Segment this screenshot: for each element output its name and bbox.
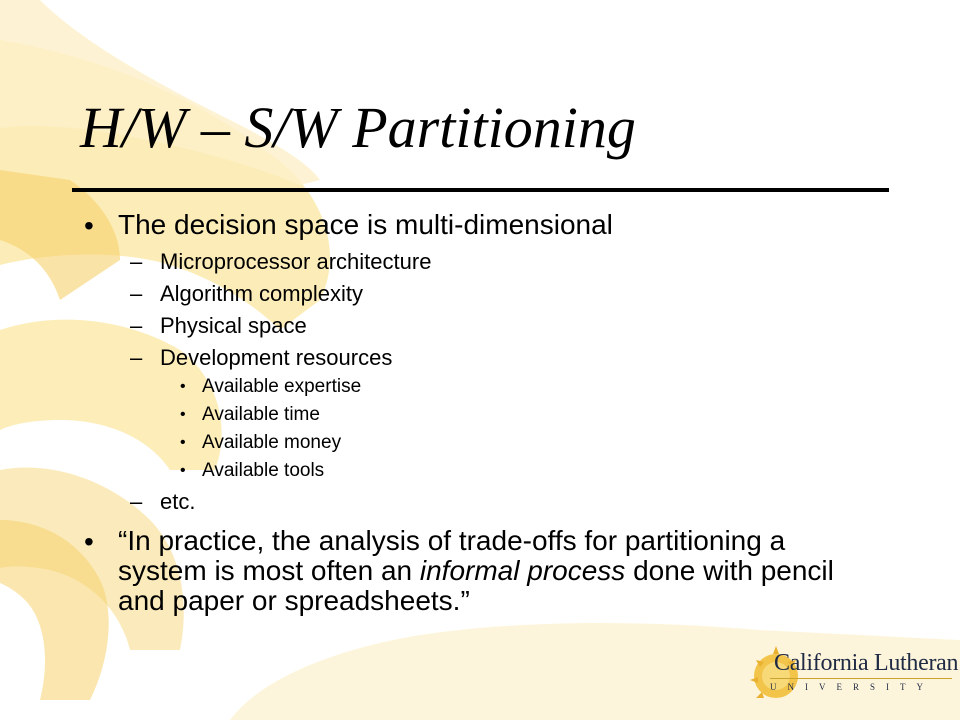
university-logo xyxy=(748,640,958,710)
dot-marker: • xyxy=(180,406,186,423)
bullet-quote xyxy=(118,526,878,616)
quote-part-1: “In practice, the analysis of trade-offs for partitioning a system is most often an xyxy=(118,525,786,586)
bullet-marker: • xyxy=(84,210,94,241)
page-title: H/W – S/W Partitioning xyxy=(80,95,636,160)
subbullet-etc: etc. xyxy=(160,489,196,514)
dot-marker: • xyxy=(180,462,186,479)
subbullet-physical-space: Physical space xyxy=(160,313,307,338)
dot-marker: • xyxy=(180,434,186,451)
quote-emphasis: informal process xyxy=(419,555,626,586)
logo-name: California Lutheran xyxy=(774,650,959,676)
subsub-money: Available money xyxy=(202,432,342,453)
subsub-time: Available time xyxy=(202,404,320,425)
bullet-marker: • xyxy=(84,526,94,557)
dash-marker: – xyxy=(130,313,143,338)
dash-marker: – xyxy=(130,489,143,514)
dash-marker: – xyxy=(130,281,143,306)
dot-marker: • xyxy=(180,378,186,395)
logo-rule xyxy=(770,678,952,679)
subbullet-development: Development resources xyxy=(160,345,393,370)
subsub-expertise: Available expertise xyxy=(202,376,362,397)
dash-marker: – xyxy=(130,249,143,274)
subsub-tools: Available tools xyxy=(202,460,325,481)
logo-subtitle: UNIVERSITY xyxy=(770,682,934,692)
subbullet-microprocessor: Microprocessor architecture xyxy=(160,249,432,274)
subbullet-algorithm: Algorithm complexity xyxy=(160,281,363,306)
bullet-decision-space: The decision space is multi-dimensional xyxy=(118,209,613,240)
quote-part-2: done with pencil and paper or spreadsheets.” xyxy=(118,555,834,616)
dash-marker: – xyxy=(130,345,143,370)
